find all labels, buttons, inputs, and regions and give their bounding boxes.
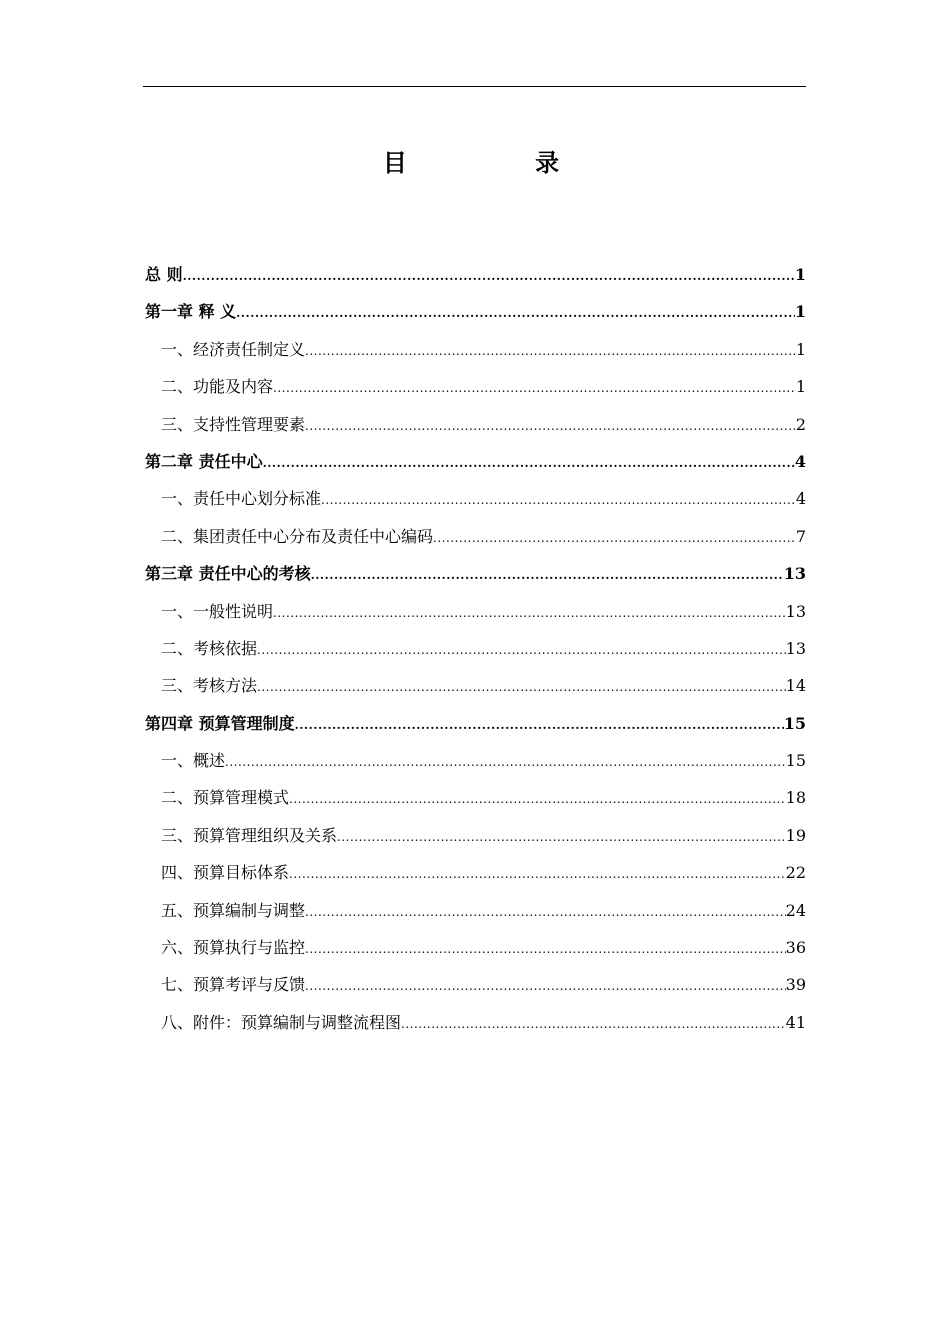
toc-page-number: 4 [795,489,806,509]
toc-chapter-entry[interactable] [145,555,806,592]
toc-page-number: 39 [785,975,806,995]
toc-page-number: 14 [785,676,806,696]
toc-page-number: 15 [783,713,806,733]
toc-dot-leader [289,781,786,818]
toc-section-entry[interactable] [145,331,806,368]
toc-entry-title: 一、概述 [161,751,226,771]
toc-section-entry[interactable] [145,854,806,891]
toc-entry-title: 一、责任中心划分标准 [161,489,322,509]
toc-dot-leader [273,370,796,407]
toc-dot-leader [289,856,786,893]
toc-chapter-entry[interactable] [145,443,806,480]
table-of-contents [145,256,806,1041]
toc-page-number: 13 [785,601,806,621]
toc-chapter-entry[interactable] [145,705,806,742]
toc-page-number: 19 [785,825,806,845]
toc-chapter-entry[interactable] [145,293,806,330]
toc-dot-leader [273,595,786,632]
toc-dot-leader [183,258,795,295]
toc-dot-leader [295,707,784,744]
toc-entry-title: 二、预算管理模式 [161,788,290,808]
toc-entry-title: 三、考核方法 [161,676,258,696]
toc-dot-leader [433,520,796,557]
toc-page-number: 4 [794,451,806,471]
toc-page-number: 1 [795,339,806,359]
toc-entry-title: 一、经济责任制定义 [161,339,306,359]
toc-entry-title: 第二章 责任中心 [145,451,263,471]
toc-page-number: 2 [795,414,806,434]
toc-section-entry[interactable] [145,480,806,517]
toc-dot-leader [311,557,784,594]
toc-page-number: 1 [795,377,806,397]
toc-page-number: 36 [785,938,806,958]
page-title: 目 录 [382,149,620,177]
toc-section-entry[interactable] [145,742,806,779]
toc-page-number: 18 [785,788,806,808]
toc-entry-title: 六、预算执行与监控 [161,938,306,958]
toc-entry-title: 二、考核依据 [161,638,258,658]
toc-page-number: 22 [785,863,806,883]
toc-dot-leader [305,931,786,968]
toc-entry-title: 一、一般性说明 [161,601,274,621]
toc-entry-title: 第三章 责任中心的考核 [145,564,311,584]
toc-entry-title: 第一章 释 义 [145,302,237,322]
toc-entry-title: 五、预算编制与调整 [161,900,306,920]
toc-dot-leader [305,333,796,370]
toc-section-entry[interactable] [145,1004,806,1041]
toc-section-entry[interactable] [145,593,806,630]
toc-entry-title: 二、功能及内容 [161,377,274,397]
toc-section-entry[interactable] [145,779,806,816]
toc-dot-leader [401,1006,786,1043]
toc-entry-title: 第四章 预算管理制度 [145,713,295,733]
toc-dot-leader [257,632,786,669]
toc-dot-leader [305,894,786,931]
toc-page-number: 41 [785,1012,806,1032]
toc-page-number: 1 [794,302,806,322]
toc-dot-leader [263,445,795,482]
toc-section-entry[interactable] [145,406,806,443]
toc-page-number: 1 [794,265,806,284]
toc-dot-leader [337,819,786,856]
toc-entry-title: 八、附件：预算编制与调整流程图 [161,1012,402,1032]
toc-page-number: 15 [785,751,806,771]
toc-section-entry[interactable] [145,929,806,966]
toc-section-entry[interactable] [145,630,806,667]
toc-page-number: 13 [785,638,806,658]
toc-dot-leader [305,968,786,1005]
toc-dot-leader [321,482,796,519]
toc-section-entry[interactable] [145,518,806,555]
header-rule [143,86,806,87]
toc-dot-leader [257,669,786,706]
toc-section-entry[interactable] [145,966,806,1003]
toc-page-number: 13 [783,564,806,584]
toc-section-entry[interactable] [145,368,806,405]
toc-entry-title: 七、预算考评与反馈 [161,975,306,995]
toc-entry-title: 总 则 [145,265,183,284]
toc-page-number: 24 [785,900,806,920]
toc-page-number: 7 [795,526,806,546]
toc-dot-leader [305,408,796,445]
toc-entry-title: 三、预算管理组织及关系 [161,825,338,845]
toc-chapter-entry[interactable] [145,256,806,293]
toc-dot-leader [225,744,786,781]
toc-entry-title: 四、预算目标体系 [161,863,290,883]
toc-entry-title: 二、集团责任中心分布及责任中心编码 [161,526,434,546]
toc-entry-title: 三、支持性管理要素 [161,414,306,434]
toc-section-entry[interactable] [145,667,806,704]
toc-dot-leader [236,295,795,332]
toc-section-entry[interactable] [145,817,806,854]
toc-section-entry[interactable] [145,892,806,929]
